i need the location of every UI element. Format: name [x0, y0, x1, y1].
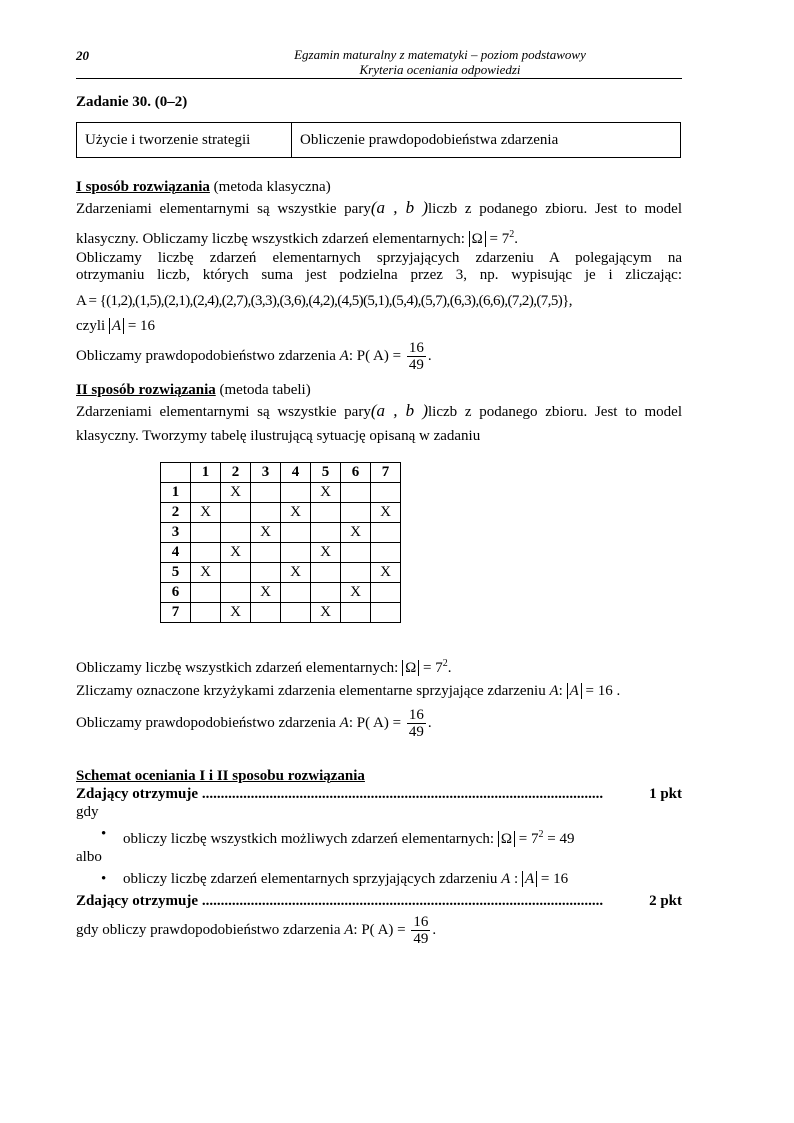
table-cell: X — [341, 523, 371, 543]
row-header: 2 — [161, 503, 191, 523]
table-cell — [341, 543, 371, 563]
table-cell — [371, 543, 401, 563]
method1-probability: Obliczamy prawdopodobieństwo zdarzenia A: P( A) = $\frac{16}{49}$ . — [76, 340, 432, 373]
row-header: 6 — [161, 583, 191, 603]
probability-fraction: $\frac{16}{49}$ — [408, 340, 424, 373]
method1-line2: klasyczny. Obliczamy liczbę wszystkich zdarzeń elementarnych: $\Omega = 7^2$. — [76, 229, 518, 247]
table-cell — [251, 543, 281, 563]
table-cell — [311, 503, 341, 523]
table-cell: X — [191, 503, 221, 523]
method1-heading: I sposób rozwiązania (metoda klasyczna) — [76, 179, 331, 195]
table-cell — [281, 523, 311, 543]
table-cell: X — [341, 583, 371, 603]
table-cell: X — [371, 563, 401, 583]
table-cell — [191, 483, 221, 503]
table-row — [161, 523, 401, 543]
points-2: 2 pkt — [649, 893, 682, 909]
table-cell — [191, 543, 221, 563]
probability-fraction: $\frac{16}{49}$ — [408, 707, 424, 740]
table-cell — [251, 603, 281, 623]
criteria-table — [76, 122, 681, 158]
table-row — [161, 543, 401, 563]
table-cell: X — [221, 543, 251, 563]
scheme-heading: Schemat oceniania I i II sposobu rozwiązania — [76, 768, 365, 784]
table-cell — [371, 523, 401, 543]
table-cell: X — [191, 563, 221, 583]
page-number: 20 — [76, 48, 89, 63]
table-cell — [251, 503, 281, 523]
table-cell: X — [251, 523, 281, 543]
table-cell — [281, 583, 311, 603]
column-header: 2 — [221, 463, 251, 483]
table-header-row — [161, 463, 401, 483]
table-cell — [191, 603, 221, 623]
table-corner-cell — [161, 463, 191, 483]
table-cell — [281, 543, 311, 563]
bullet-icon: • — [101, 871, 107, 887]
table-cell: X — [311, 543, 341, 563]
scheme-gdy: gdy — [76, 804, 99, 820]
table-cell — [311, 523, 341, 543]
table-cell — [311, 563, 341, 583]
method2-line2: klasyczny. Tworzymy tabelę ilustrującą sytuację opisaną w zadaniu — [76, 428, 481, 444]
table-cell: X — [281, 503, 311, 523]
table-cell — [341, 503, 371, 523]
table-row — [161, 563, 401, 583]
column-header: 4 — [281, 463, 311, 483]
table-cell: X — [221, 603, 251, 623]
row-header: 5 — [161, 563, 191, 583]
table-cell — [371, 583, 401, 603]
criteria-skill: Użycie i tworzenie strategii — [77, 123, 292, 157]
scheme-row-1: Zdający otrzymuje ........................................................................................................... 1 pkt — [76, 786, 682, 802]
table-cell — [221, 523, 251, 543]
scheme-bullet-2: obliczy liczbę zdarzeń elementarnych sprzyjających zdarzeniu A : A = 16 — [123, 871, 569, 887]
table-cell: X — [251, 583, 281, 603]
table-cell — [221, 503, 251, 523]
favourable-set: A = {(1,2),(1,5),(2,1),(2,4),(2,7),(3,3),(3,6),(4,2),(4,5)(5,1),(5,4),(5,7),(6,3),(6,6),(7,2),(7,5)}, — [76, 293, 572, 309]
bullet-icon: • — [101, 826, 107, 842]
task-title: Zadanie 30. (0–2) — [76, 94, 188, 110]
column-header: 3 — [251, 463, 281, 483]
scheme-albo: albo — [76, 849, 102, 865]
method1-line1: Zdarzeniami elementarnymi są wszystkie pary(a , b )liczb z podanego zbioru. Jest to model — [76, 198, 683, 217]
scheme-bullet-1: obliczy liczbę wszystkich możliwych zdarzeń elementarnych: $\Omega = 7^2 = 49$ — [123, 829, 575, 847]
row-header: 1 — [161, 483, 191, 503]
method1-line3: Obliczamy liczbę zdarzeń elementarnych sprzyjających zdarzeniu A polegającym na — [76, 250, 682, 266]
table-row — [161, 503, 401, 523]
table-cell — [191, 523, 221, 543]
page-header-title — [200, 47, 680, 77]
column-header: 7 — [371, 463, 401, 483]
table-row — [161, 603, 401, 623]
table-cell — [221, 583, 251, 603]
table-cell: X — [221, 483, 251, 503]
table-cell — [221, 563, 251, 583]
row-header: 7 — [161, 603, 191, 623]
method2-count: Zliczamy oznaczone krzyżykami zdarzenia elementarne sprzyjające zdarzeniu A: A = 16 . — [76, 683, 621, 699]
method2-heading: II sposób rozwiązania (metoda tabeli) — [76, 382, 311, 398]
table-cell — [341, 603, 371, 623]
table-cell — [281, 603, 311, 623]
method1-line4: otrzymaniu liczb, których suma jest podzielna przez 3, np. wypisując je i zliczając: — [76, 267, 682, 283]
method1-count: czyli A = 16 — [76, 318, 156, 334]
header-line-1: Egzamin maturalny z matematyki – poziom podstawowy — [294, 47, 586, 62]
probability-fraction: $\frac{16}{49}$ — [413, 914, 429, 947]
row-header: 4 — [161, 543, 191, 563]
table-cell — [341, 563, 371, 583]
table-cell — [251, 563, 281, 583]
table-cell — [371, 603, 401, 623]
table-cell — [311, 583, 341, 603]
table-cell: X — [371, 503, 401, 523]
column-header: 1 — [191, 463, 221, 483]
scheme-final: gdy obliczy prawdopodobieństwo zdarzenia A: P( A) = $\frac{16}{49}$ . — [76, 914, 437, 947]
header-divider — [76, 78, 682, 79]
table-cell — [371, 483, 401, 503]
column-header: 5 — [311, 463, 341, 483]
method2-probability: Obliczamy prawdopodobieństwo zdarzenia A: P( A) = $\frac{16}{49}$ . — [76, 707, 432, 740]
points-1: 1 pkt — [649, 786, 682, 802]
scheme-row-2: Zdający otrzymuje ........................................................................................................... 2 pkt — [76, 893, 682, 909]
method2-omega: Obliczamy liczbę wszystkich zdarzeń elementarnych: $\Omega = 7^2$. — [76, 658, 452, 676]
table-cell: X — [311, 603, 341, 623]
outcome-table — [160, 462, 401, 623]
header-line-2: Kryteria oceniania odpowiedzi — [359, 62, 521, 77]
table-row — [161, 583, 401, 603]
table-cell: X — [311, 483, 341, 503]
method2-line1: Zdarzeniami elementarnymi są wszystkie pary(a , b )liczb z podanego zbioru. Jest to model — [76, 401, 683, 420]
table-row — [161, 483, 401, 503]
row-header: 3 — [161, 523, 191, 543]
table-cell — [341, 483, 371, 503]
column-header: 6 — [341, 463, 371, 483]
criteria-requirement: Obliczenie prawdopodobieństwa zdarzenia — [300, 131, 559, 148]
table-cell — [251, 483, 281, 503]
table-cell: X — [281, 563, 311, 583]
table-cell — [281, 483, 311, 503]
table-cell — [191, 583, 221, 603]
